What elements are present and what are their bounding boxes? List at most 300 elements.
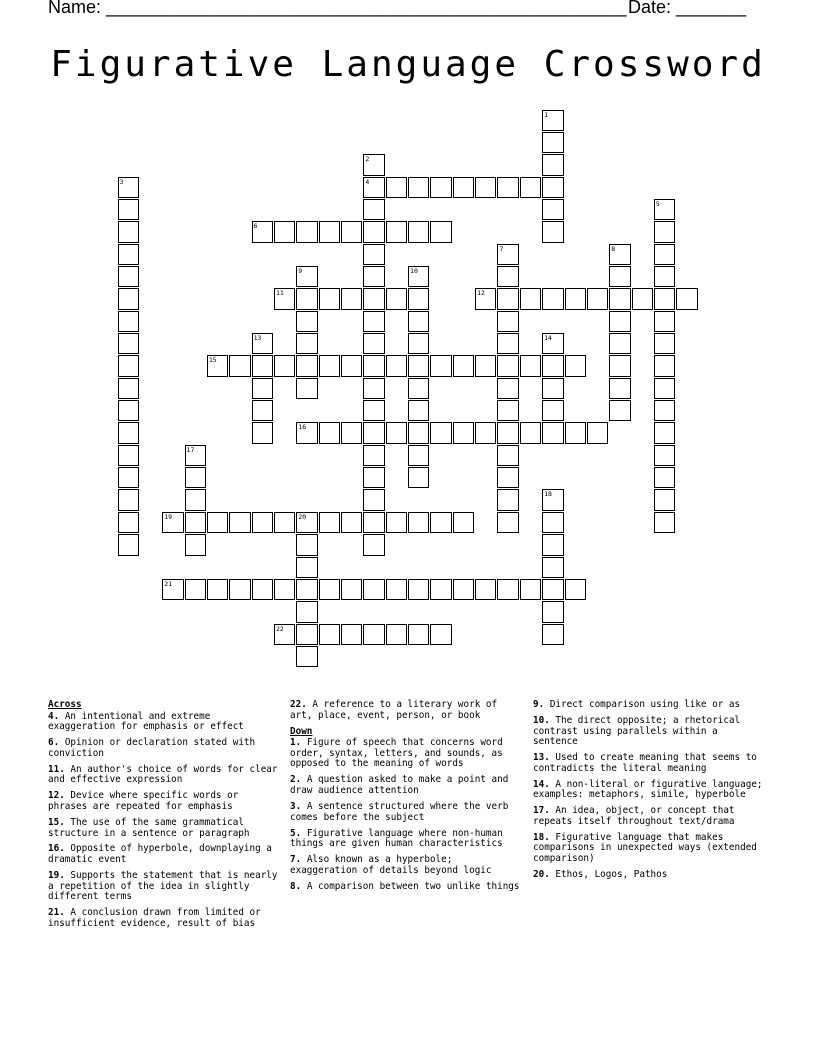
crossword-cell[interactable] [118, 512, 139, 533]
crossword-cell[interactable] [497, 445, 518, 466]
crossword-cell[interactable] [296, 378, 317, 399]
clue-down-8 [290, 882, 524, 893]
clue-text: Supports the statement that is nearly a repetition of the idea in slightly different terms [48, 870, 278, 903]
crossword-cell[interactable] [319, 422, 340, 443]
crossword-cell[interactable] [118, 400, 139, 421]
crossword-cell[interactable] [654, 244, 675, 265]
clue-text: A comparison between two unlike things [306, 880, 520, 892]
crossword-cell[interactable] [408, 288, 429, 309]
crossword-cell[interactable] [408, 624, 429, 645]
crossword-cell[interactable] [118, 445, 139, 466]
crossword-cell[interactable] [118, 378, 139, 399]
clue-number: 8. [290, 880, 302, 892]
name-field: Name: ____________________________________________________ [48, 0, 627, 17]
clue-number: 12. [48, 790, 65, 802]
crossword-cell[interactable] [654, 400, 675, 421]
crossword-cell[interactable] [654, 288, 675, 309]
clue-text: Figure of speech that concerns word order, syntax, letters, and sounds, as opposed to the meaning of words [290, 737, 503, 770]
crossword-cell[interactable] [520, 422, 541, 443]
clue-number: 18. [533, 831, 550, 843]
clue-number: 7. [290, 854, 302, 866]
clue-number: 16. [48, 843, 65, 855]
crossword-cell[interactable] [408, 512, 429, 533]
clue-text: Figurative language where non-human things are given human characteristics [290, 827, 503, 850]
crossword-cell[interactable] [565, 422, 586, 443]
cell-number: 1 [544, 110, 549, 119]
crossword-cell[interactable] [229, 355, 250, 376]
crossword-cell[interactable] [676, 288, 697, 309]
crossword-cell[interactable] [520, 177, 541, 198]
crossword-cell[interactable] [497, 266, 518, 287]
crossword-cell[interactable] [274, 579, 295, 600]
cell-number: 2 [365, 155, 370, 164]
crossword-cell[interactable] [296, 646, 317, 667]
cell-number: 10 [410, 266, 418, 275]
clue-number: 15. [48, 816, 65, 828]
crossword-cell[interactable] [319, 512, 340, 533]
crossword-cell[interactable] [408, 445, 429, 466]
crossword-cell[interactable] [118, 199, 139, 220]
crossword-cell[interactable] [207, 355, 228, 376]
crossword-cell[interactable] [363, 154, 384, 175]
clue-across-19 [48, 871, 280, 903]
clues-column-1 [48, 700, 280, 935]
cell-number: 20 [298, 512, 307, 521]
cell-number: 19 [164, 512, 173, 521]
crossword-cell[interactable] [609, 333, 630, 354]
cell-number: 6 [253, 222, 258, 231]
crossword-cell[interactable] [542, 177, 563, 198]
crossword-cell[interactable] [118, 355, 139, 376]
clue-text: Figurative language that makes comparisons in unexpected ways (extended comparison) [533, 831, 757, 865]
cell-number: 22 [275, 624, 284, 633]
crossword-cell[interactable] [542, 534, 563, 555]
crossword-cell[interactable] [654, 467, 675, 488]
clue-down-3 [290, 802, 524, 823]
clue-across-12 [48, 791, 280, 812]
crossword-cell[interactable] [185, 534, 206, 555]
crossword-cell[interactable] [609, 378, 630, 399]
crossword-cell[interactable] [341, 221, 362, 242]
clue-down-1 [290, 738, 524, 770]
down-heading: Down [290, 725, 313, 737]
crossword-cell[interactable] [296, 534, 317, 555]
clue-text: Also known as a hyperbole; exaggeration of details beyond logic [290, 854, 492, 876]
clue-text: Used to create meaning that seems to contradicts the literal meaning [533, 752, 757, 774]
crossword-cell[interactable] [341, 288, 362, 309]
cell-number: 3 [119, 177, 124, 186]
clue-across-6 [48, 738, 280, 759]
crossword-cell[interactable] [497, 579, 518, 600]
crossword-cell[interactable] [654, 512, 675, 533]
crossword-cell[interactable] [453, 177, 474, 198]
clue-text: An intentional and extreme exaggeration for emphasis or effect [48, 710, 244, 733]
crossword-cell[interactable] [654, 445, 675, 466]
clue-down-20 [533, 870, 767, 881]
crossword-cell[interactable] [609, 400, 630, 421]
crossword-cell[interactable] [296, 557, 317, 578]
crossword-cell[interactable] [386, 512, 407, 533]
crossword-cell[interactable] [296, 512, 317, 533]
clue-number: 14. [533, 778, 550, 790]
cell-number: 16 [298, 423, 307, 432]
clue-down-2 [290, 775, 524, 796]
crossword-cell[interactable] [363, 445, 384, 466]
crossword-cell[interactable] [386, 288, 407, 309]
crossword-cell[interactable] [475, 288, 496, 309]
crossword-cell[interactable] [430, 177, 451, 198]
crossword-cell[interactable] [386, 355, 407, 376]
crossword-cell[interactable] [363, 288, 384, 309]
crossword-cell[interactable] [118, 422, 139, 443]
crossword-cell[interactable] [497, 355, 518, 376]
crossword-cell[interactable] [408, 355, 429, 376]
clue-text: An idea, object, or concept that repeats itself throughout text/drama [533, 805, 735, 827]
crossword-cell[interactable] [654, 311, 675, 332]
crossword-cell[interactable] [430, 512, 451, 533]
crossword-cell[interactable] [363, 199, 384, 220]
crossword-cell[interactable] [408, 467, 429, 488]
crossword-cell[interactable] [475, 422, 496, 443]
crossword-cell[interactable] [296, 601, 317, 622]
crossword-cell[interactable] [542, 132, 563, 153]
crossword-cell[interactable] [252, 333, 273, 354]
clue-number: 5. [290, 827, 302, 839]
crossword-cell[interactable] [587, 288, 608, 309]
crossword-cell[interactable] [274, 288, 295, 309]
crossword-cell[interactable] [497, 489, 518, 510]
crossword-cell[interactable] [296, 311, 317, 332]
crossword-cell[interactable] [162, 512, 183, 533]
clue-down-10 [533, 716, 767, 748]
crossword-cell[interactable] [363, 378, 384, 399]
clue-across-11 [48, 765, 280, 786]
crossword-cell[interactable] [363, 221, 384, 242]
cell-number: 9 [298, 266, 303, 275]
crossword-cell[interactable] [654, 221, 675, 242]
clue-text: The direct opposite; a rhetorical contrast using parallels within a sentence [533, 714, 741, 748]
crossword-cell[interactable] [118, 534, 139, 555]
crossword-cell[interactable] [363, 355, 384, 376]
crossword-cell[interactable] [497, 422, 518, 443]
crossword-cell[interactable] [386, 579, 407, 600]
crossword-cell[interactable] [363, 311, 384, 332]
clue-number: 10. [533, 714, 550, 726]
crossword-cell[interactable] [497, 333, 518, 354]
crossword-cell[interactable] [363, 266, 384, 287]
crossword-cell[interactable] [475, 355, 496, 376]
crossword-cell[interactable] [565, 288, 586, 309]
crossword-cell[interactable] [252, 579, 273, 600]
crossword-cell[interactable] [363, 534, 384, 555]
crossword-cell[interactable] [542, 557, 563, 578]
clue-text: Ethos, Logos, Pathos [555, 869, 668, 881]
crossword-cell[interactable] [542, 378, 563, 399]
crossword-cell[interactable] [118, 221, 139, 242]
clue-across-15 [48, 818, 280, 839]
crossword-cell[interactable] [430, 422, 451, 443]
clue-text: Direct comparison using like or as [549, 699, 741, 710]
clue-text: Opinion or declaration stated with conviction [48, 737, 256, 759]
crossword-cell[interactable] [252, 400, 273, 421]
clue-across-4 [48, 712, 280, 733]
cell-number: 18 [544, 490, 552, 499]
crossword-cell[interactable] [386, 177, 407, 198]
crossword-cell[interactable] [252, 378, 273, 399]
crossword-cell[interactable] [363, 333, 384, 354]
cell-number: 15 [208, 356, 217, 365]
crossword-cell[interactable] [118, 177, 139, 198]
crossword-cell[interactable] [497, 378, 518, 399]
crossword-cell[interactable] [453, 512, 474, 533]
crossword-cell[interactable] [542, 221, 563, 242]
crossword-cell[interactable] [654, 333, 675, 354]
clue-number: 19. [48, 870, 65, 882]
crossword-cell[interactable] [542, 601, 563, 622]
clue-text: A question asked to make a point and draw audience attention [290, 774, 509, 796]
clue-down-14 [533, 780, 767, 801]
crossword-cell[interactable] [408, 422, 429, 443]
crossword-cell[interactable] [162, 579, 183, 600]
crossword-cell[interactable] [296, 221, 317, 242]
crossword-cell[interactable] [609, 355, 630, 376]
crossword-cell[interactable] [430, 221, 451, 242]
crossword-cell[interactable] [319, 579, 340, 600]
crossword-cell[interactable] [542, 288, 563, 309]
crossword-cell[interactable] [520, 288, 541, 309]
clue-text: An author's choice of words for clear and effective expression [48, 763, 278, 786]
clue-number: 11. [48, 763, 65, 775]
crossword-cell[interactable] [542, 489, 563, 510]
clue-text: A sentence structured where the verb comes before the subject [290, 800, 509, 823]
crossword-cell[interactable] [565, 579, 586, 600]
clue-text: A conclusion drawn from limited or insufficient evidence, result of bias [48, 907, 261, 929]
clue-text: A reference to a literary work of art, place, event, person, or book [290, 699, 498, 721]
clue-text: The use of the same grammatical structure in a sentence or paragraph [48, 816, 250, 839]
crossword-cell[interactable] [430, 624, 451, 645]
crossword-cell[interactable] [363, 177, 384, 198]
crossword-cell[interactable] [341, 512, 362, 533]
crossword-cell[interactable] [252, 221, 273, 242]
crossword-cell[interactable] [341, 422, 362, 443]
crossword-cell[interactable] [118, 288, 139, 309]
clue-down-13 [533, 753, 767, 774]
crossword-cell[interactable] [542, 579, 563, 600]
clue-text: A non-literal or figurative language; examples: metaphors, simile, hyperbole [533, 778, 763, 801]
crossword-cell[interactable] [274, 355, 295, 376]
crossword-cell[interactable] [609, 288, 630, 309]
crossword-cell[interactable] [319, 221, 340, 242]
crossword-cell[interactable] [185, 489, 206, 510]
crossword-cell[interactable] [386, 624, 407, 645]
crossword-cell[interactable] [341, 579, 362, 600]
crossword-cell[interactable] [386, 422, 407, 443]
clue-number: 9. [533, 699, 545, 710]
clue-number: 17. [533, 805, 550, 817]
crossword-cell[interactable] [565, 355, 586, 376]
crossword-cell[interactable] [341, 624, 362, 645]
crossword-cell[interactable] [363, 244, 384, 265]
crossword-cell[interactable] [542, 624, 563, 645]
crossword-cell[interactable] [185, 579, 206, 600]
crossword-cell[interactable] [118, 467, 139, 488]
crossword-cell[interactable] [185, 445, 206, 466]
crossword-cell[interactable] [408, 400, 429, 421]
crossword-cell[interactable] [386, 221, 407, 242]
crossword-cell[interactable] [497, 467, 518, 488]
crossword-cell[interactable] [587, 422, 608, 443]
crossword-cell[interactable] [363, 512, 384, 533]
clue-number: 20. [533, 869, 550, 881]
crossword-cell[interactable] [296, 266, 317, 287]
clue-number: 22. [290, 699, 307, 710]
crossword-cell[interactable] [609, 266, 630, 287]
crossword-cell[interactable] [319, 355, 340, 376]
crossword-cell[interactable] [118, 333, 139, 354]
crossword-cell[interactable] [453, 355, 474, 376]
crossword-cell[interactable] [497, 400, 518, 421]
crossword-cell[interactable] [430, 579, 451, 600]
crossword-cell[interactable] [207, 512, 228, 533]
clue-down-17 [533, 806, 767, 827]
crossword-cell[interactable] [229, 579, 250, 600]
crossword-cell[interactable] [296, 333, 317, 354]
crossword-cell[interactable] [453, 579, 474, 600]
clue-down-18 [533, 833, 767, 865]
crossword-cell[interactable] [408, 311, 429, 332]
crossword-cell[interactable] [118, 244, 139, 265]
crossword-cell[interactable] [430, 355, 451, 376]
clue-down-7 [290, 855, 524, 876]
crossword-cell[interactable] [363, 624, 384, 645]
page-title: Figurative Language Crossword [50, 44, 766, 85]
crossword-cell[interactable] [654, 355, 675, 376]
crossword-cell[interactable] [654, 422, 675, 443]
crossword-cell[interactable] [185, 467, 206, 488]
clue-across-22 [290, 700, 524, 721]
crossword-cell[interactable] [453, 422, 474, 443]
crossword-cell[interactable] [229, 512, 250, 533]
crossword-cell[interactable] [408, 177, 429, 198]
clue-down-9 [533, 700, 767, 711]
cell-number: 21 [164, 579, 173, 588]
crossword-cell[interactable] [363, 579, 384, 600]
clue-down-5 [290, 829, 524, 850]
crossword-cell[interactable] [296, 288, 317, 309]
crossword-cell[interactable] [609, 311, 630, 332]
crossword-cell[interactable] [609, 244, 630, 265]
crossword-cell[interactable] [542, 154, 563, 175]
cell-number: 13 [253, 334, 262, 342]
clue-number: 4. [48, 710, 60, 722]
crossword-cell[interactable] [185, 512, 206, 533]
cell-number: 12 [477, 289, 485, 298]
crossword-cell[interactable] [408, 221, 429, 242]
crossword-cell[interactable] [341, 355, 362, 376]
crossword-cell[interactable] [520, 579, 541, 600]
crossword-cell[interactable] [296, 579, 317, 600]
crossword-cell[interactable] [497, 177, 518, 198]
crossword-cell[interactable] [408, 333, 429, 354]
clue-number: 13. [533, 752, 550, 764]
clue-number: 3. [290, 800, 302, 812]
crossword-cell[interactable] [497, 512, 518, 533]
crossword-cell[interactable] [542, 512, 563, 533]
crossword-cell[interactable] [520, 355, 541, 376]
crossword-cell[interactable] [654, 266, 675, 287]
crossword-cell[interactable] [408, 266, 429, 287]
crossword-cell[interactable] [497, 244, 518, 265]
clue-text: Opposite of hyperbole, downplaying a dramatic event [48, 843, 272, 866]
crossword-cell[interactable] [319, 624, 340, 645]
cell-number: 4 [365, 177, 370, 186]
clue-number: 2. [290, 774, 302, 786]
crossword-cell[interactable] [252, 355, 273, 376]
date-field: Date: _______ [628, 0, 747, 17]
crossword-cell[interactable] [497, 288, 518, 309]
across-heading: Across [48, 699, 82, 710]
clue-across-21 [48, 908, 280, 929]
crossword-cell[interactable] [118, 311, 139, 332]
crossword-cell[interactable] [363, 422, 384, 443]
crossword-cell[interactable] [542, 400, 563, 421]
crossword-cell[interactable] [542, 199, 563, 220]
crossword-cell[interactable] [296, 422, 317, 443]
cell-number: 7 [499, 244, 504, 253]
crossword-cell[interactable] [408, 378, 429, 399]
cell-number: 8 [611, 244, 616, 253]
crossword-cell[interactable] [542, 355, 563, 376]
crossword-cell[interactable] [274, 624, 295, 645]
crossword-cell[interactable] [632, 288, 653, 309]
crossword-cell[interactable] [363, 400, 384, 421]
crossword-cell[interactable] [319, 288, 340, 309]
crossword-cell[interactable] [363, 489, 384, 510]
crossword-cell[interactable] [497, 311, 518, 332]
cell-number: 11 [275, 289, 284, 298]
crossword-cell[interactable] [296, 355, 317, 376]
crossword-cell[interactable] [274, 512, 295, 533]
clues-column-3 [533, 700, 767, 886]
clue-number: 1. [290, 737, 302, 749]
crossword-cell[interactable] [542, 110, 563, 131]
clue-number: 21. [48, 907, 65, 919]
crossword-cell[interactable] [475, 579, 496, 600]
cell-number: 17 [186, 445, 195, 454]
crossword-cell[interactable] [252, 512, 273, 533]
cell-number: 14 [544, 334, 552, 342]
crossword-cell[interactable] [408, 579, 429, 600]
cell-number: 5 [655, 199, 660, 208]
crossword-cell[interactable] [475, 177, 496, 198]
crossword-cell[interactable] [274, 221, 295, 242]
crossword-cell[interactable] [542, 333, 563, 354]
clue-text: Device where specific words or phrases are repeated for emphasis [48, 790, 239, 812]
clue-number: 6. [48, 737, 60, 749]
crossword-cell[interactable] [118, 489, 139, 510]
crossword-cell[interactable] [542, 422, 563, 443]
crossword-cell[interactable] [654, 489, 675, 510]
crossword-cell[interactable] [252, 422, 273, 443]
clue-across-16 [48, 844, 280, 865]
crossword-cell[interactable] [296, 624, 317, 645]
crossword-cell[interactable] [363, 467, 384, 488]
clues-column-2 [290, 700, 524, 898]
crossword-cell[interactable] [207, 579, 228, 600]
crossword-cell[interactable] [118, 266, 139, 287]
crossword-cell[interactable] [654, 378, 675, 399]
crossword-cell[interactable] [654, 199, 675, 220]
